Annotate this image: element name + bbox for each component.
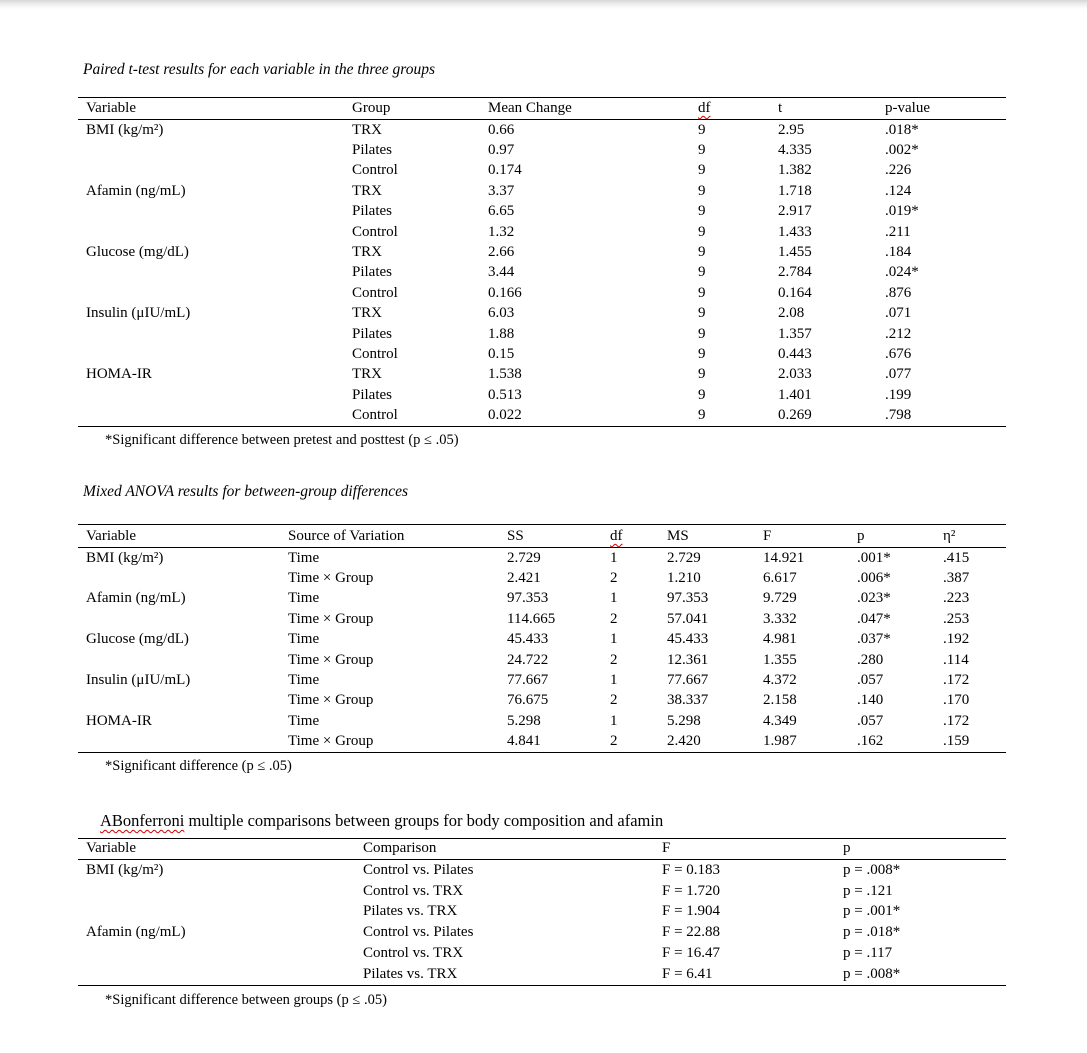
cell-df: 9 [698,142,706,159]
cell-eta-squared: .192 [943,631,970,648]
cell-p: p = .018* [843,924,901,941]
cell-t: 2.08 [778,305,805,322]
col-header-variable: Variable [86,100,136,116]
cell-f: 1.355 [763,651,797,668]
cell-p: .057 [857,672,884,689]
cell-ss: 2.729 [507,549,541,566]
anova-table-caption: Mixed ANOVA results for between-group differences [83,483,409,500]
cell-f: 6.617 [763,570,797,587]
cell-mean-change: 0.15 [488,345,515,362]
mixed-anova-table [78,524,1006,753]
table-row [78,691,1006,711]
cell-df: 9 [698,305,706,322]
cell-group: Control [352,407,398,424]
cell-p-value: .019* [885,203,919,220]
table-row [78,263,1006,283]
bonferroni-table-caption [100,811,663,831]
cell-mean-change: 1.538 [488,366,522,383]
cell-mean-change: 2.66 [488,244,515,261]
cell-df: 9 [698,366,706,383]
col-header-mean-change: Mean Change [488,100,572,116]
cell-ss: 77.667 [507,672,549,689]
cell-df: 9 [698,162,706,179]
cell-t: 1.433 [778,223,812,240]
cell-group: TRX [352,121,382,138]
cell-p-value: .024* [885,264,919,281]
cell-t: 4.335 [778,142,812,159]
cell-mean-change: 6.03 [488,305,515,322]
cell-df: 1 [610,712,618,729]
cell-f: F = 1.720 [662,882,721,899]
col-header-p: p [843,840,851,856]
table-row [78,405,1006,425]
cell-p: p = .117 [843,945,893,962]
cell-eta-squared: .159 [943,733,970,750]
cell-variable: BMI (kg/m²) [86,121,164,138]
cell-source: Time [288,590,320,607]
cell-p: .140 [857,692,884,709]
cell-eta-squared: .172 [943,672,970,689]
cell-comparison: Pilates vs. TRX [363,903,458,920]
cell-group: Pilates [352,142,392,159]
cell-df: 9 [698,203,706,220]
cell-df: 9 [698,345,706,362]
cell-p: .057 [857,712,884,729]
cell-t: 0.443 [778,345,812,362]
cell-f: 4.372 [763,672,797,689]
paired-table-footnote: *Significant difference between pretest and posttest (p ≤ .05) [105,432,459,448]
anova-table-header-row [78,525,1006,548]
table-row [78,385,1006,405]
table-row [78,630,1006,650]
table-row [78,344,1006,364]
cell-p-value: .071 [885,305,912,322]
cell-ss: 97.353 [507,590,549,607]
table-row [78,732,1006,752]
cell-ms: 38.337 [667,692,709,709]
cell-p-value: .018* [885,121,919,138]
col-header-comparison: Comparison [363,840,437,856]
paired-table-caption: Paired t-test results for each variable in the three groups [83,61,435,78]
cell-eta-squared: .415 [943,549,970,566]
cell-source: Time [288,712,320,729]
cell-variable: HOMA-IR [86,366,152,383]
cell-p: p = .001* [843,903,901,920]
cell-p-value: .002* [885,142,919,159]
cell-t: 2.784 [778,264,812,281]
cell-p-value: .876 [885,284,912,301]
cell-ss: 76.675 [507,692,549,709]
cell-p: .047* [857,610,891,627]
table-row [78,902,1006,923]
cell-p: .006* [857,570,891,587]
cell-df: 2 [610,692,618,709]
cell-f: 4.349 [763,712,797,729]
cell-f: 3.332 [763,610,797,627]
cell-t: 2.917 [778,203,812,220]
cell-df: 9 [698,121,706,138]
cell-mean-change: 0.022 [488,407,522,424]
cell-t: 1.357 [778,325,812,342]
cell-df: 1 [610,549,618,566]
paired-table-body [78,120,1006,426]
cell-eta-squared: .223 [943,590,970,607]
cell-source: Time × Group [288,733,374,750]
cell-variable: Glucose (mg/dL) [86,631,189,648]
cell-eta-squared: .114 [943,651,969,668]
col-header-t: t [778,100,783,116]
cell-p-value: .226 [885,162,912,179]
cell-group: Control [352,345,398,362]
cell-p-value: .124 [885,182,912,199]
cell-t: 2.033 [778,366,812,383]
spellcheck-underline: df [610,528,623,544]
cell-t: 1.401 [778,386,812,403]
spellcheck-underline: df [698,100,711,116]
col-header-p-value: p-value [885,100,930,116]
cell-source: Time [288,672,320,689]
cell-group: Control [352,162,398,179]
spellcheck-underline: ABonferroni [100,811,185,830]
anova-table-body [78,548,1006,752]
cell-f: F = 6.41 [662,965,713,982]
cell-df: 9 [698,325,706,342]
cell-df: 1 [610,672,618,689]
cell-group: Pilates [352,386,392,403]
table-row [78,964,1006,985]
cell-p-value: .184 [885,244,912,261]
cell-mean-change: 6.65 [488,203,515,220]
cell-source: Time × Group [288,570,374,587]
table-row [78,242,1006,262]
cell-source: Time [288,631,320,648]
cell-df: 2 [610,651,618,668]
cell-eta-squared: .172 [943,712,970,729]
col-header-group: Group [352,100,391,116]
table-row [78,589,1006,609]
cell-f: 4.981 [763,631,797,648]
table-row [78,609,1006,629]
cell-p-value: .676 [885,345,912,362]
cell-p-value: .199 [885,386,912,403]
cell-t: 0.164 [778,284,812,301]
cell-eta-squared: .170 [943,692,970,709]
cell-df: 9 [698,407,706,424]
table-row [78,568,1006,588]
cell-variable: BMI (kg/m²) [86,861,164,878]
table-row [78,711,1006,731]
cell-f: F = 1.904 [662,903,721,920]
cell-group: TRX [352,182,382,199]
cell-t: 1.718 [778,182,812,199]
cell-df: 2 [610,570,618,587]
cell-df: 9 [698,264,706,281]
table-row [78,283,1006,303]
cell-source: Time × Group [288,692,374,709]
bonferroni-table-footnote: *Significant difference between groups (p ≤ .05) [105,992,387,1008]
cell-variable: Glucose (mg/dL) [86,244,189,261]
table-row [78,943,1006,964]
cell-ss: 4.841 [507,733,541,750]
cell-comparison: Control vs. TRX [363,945,464,962]
cell-variable: Afamin (ng/mL) [86,182,186,199]
cell-group: TRX [352,244,382,261]
cell-df: 1 [610,590,618,607]
cell-ms: 1.210 [667,570,701,587]
table-row [78,222,1006,242]
cell-p: .001* [857,549,891,566]
cell-group: Pilates [352,203,392,220]
cell-ss: 45.433 [507,631,549,648]
table-row [78,202,1006,222]
cell-variable: Insulin (μIU/mL) [86,305,191,322]
cell-ss: 114.665 [507,610,556,627]
cell-p: .162 [857,733,884,750]
cell-f: F = 22.88 [662,924,721,941]
anova-table-footnote: *Significant difference (p ≤ .05) [105,758,292,774]
col-header-f: F [662,840,671,856]
cell-f: 2.158 [763,692,797,709]
caption-text: multiple comparisons between groups for body composition and afamin [184,811,664,830]
cell-group: Control [352,223,398,240]
cell-variable: Insulin (μIU/mL) [86,672,191,689]
table-row [78,120,1006,140]
cell-mean-change: 0.174 [488,162,522,179]
cell-ms: 57.041 [667,610,709,627]
cell-comparison: Pilates vs. TRX [363,965,458,982]
col-header-p: p [857,528,865,544]
cell-mean-change: 0.66 [488,121,515,138]
table-row [78,365,1006,385]
cell-f: 14.921 [763,549,805,566]
cell-eta-squared: .253 [943,610,970,627]
cell-f: F = 16.47 [662,945,721,962]
cell-ms: 12.361 [667,651,709,668]
cell-ms: 2.729 [667,549,701,566]
cell-ss: 5.298 [507,712,541,729]
cell-df: 2 [610,610,618,627]
page-top-edge [0,0,1087,9]
cell-mean-change: 3.37 [488,182,515,199]
table-row [78,650,1006,670]
cell-ms: 97.353 [667,590,709,607]
cell-source: Time × Group [288,651,374,668]
cell-p-value: .211 [885,223,911,240]
col-header-variable: Variable [86,840,136,856]
cell-comparison: Control vs. TRX [363,882,464,899]
col-header-source-of-variation: Source of Variation [288,528,405,544]
cell-p-value: .077 [885,366,912,383]
cell-p: p = .008* [843,861,901,878]
cell-comparison: Control vs. Pilates [363,924,474,941]
cell-p: .280 [857,651,884,668]
bonferroni-table-body [78,860,1006,985]
cell-variable: BMI (kg/m²) [86,549,164,566]
col-header-ss: SS [507,528,524,544]
cell-group: Pilates [352,325,392,342]
cell-ms: 45.433 [667,631,709,648]
col-header-f: F [763,528,772,544]
paired-table-header-row [78,98,1006,120]
paired-ttest-table [78,97,1006,427]
cell-df: 9 [698,244,706,261]
cell-source: Time [288,549,320,566]
table-row [78,140,1006,160]
col-header-df [610,528,667,545]
cell-eta-squared: .387 [943,570,970,587]
cell-p: .037* [857,631,891,648]
cell-df: 1 [610,631,618,648]
cell-ms: 5.298 [667,712,701,729]
table-row [78,181,1006,201]
cell-df: 9 [698,223,706,240]
cell-f: F = 0.183 [662,861,721,878]
table-row [78,881,1006,902]
table-row [78,548,1006,568]
table-row [78,670,1006,690]
cell-t: 1.455 [778,244,812,261]
cell-mean-change: 0.166 [488,284,522,301]
cell-df: 2 [610,733,618,750]
col-header-eta-squared: η² [943,528,956,544]
cell-group: Pilates [352,264,392,281]
table-row [78,922,1006,943]
cell-source: Time × Group [288,610,374,627]
cell-ms: 77.667 [667,672,709,689]
table-row [78,304,1006,324]
cell-f: 1.987 [763,733,797,750]
cell-t: 2.95 [778,121,805,138]
cell-df: 9 [698,284,706,301]
cell-p: p = .121 [843,882,893,899]
cell-ss: 24.722 [507,651,549,668]
bonferroni-table [78,838,1006,986]
cell-ms: 2.420 [667,733,701,750]
cell-p-value: .798 [885,407,912,424]
cell-group: TRX [352,305,382,322]
cell-f: 9.729 [763,590,797,607]
cell-group: Control [352,284,398,301]
cell-group: TRX [352,366,382,383]
cell-mean-change: 0.513 [488,386,522,403]
cell-mean-change: 1.88 [488,325,515,342]
cell-mean-change: 3.44 [488,264,515,281]
cell-comparison: Control vs. Pilates [363,861,474,878]
cell-variable: HOMA-IR [86,712,152,729]
table-row [78,324,1006,344]
col-header-ms: MS [667,528,689,544]
cell-df: 9 [698,182,706,199]
table-row [78,161,1006,181]
cell-t: 1.382 [778,162,812,179]
cell-t: 0.269 [778,407,812,424]
cell-mean-change: 0.97 [488,142,515,159]
bonferroni-table-header-row [78,839,1006,860]
cell-p: p = .008* [843,965,901,982]
col-header-df [698,100,778,117]
table-row [78,860,1006,881]
cell-mean-change: 1.32 [488,223,515,240]
cell-ss: 2.421 [507,570,541,587]
col-header-variable: Variable [86,528,136,544]
cell-variable: Afamin (ng/mL) [86,590,186,607]
cell-p-value: .212 [885,325,912,342]
cell-variable: Afamin (ng/mL) [86,924,186,941]
cell-p: .023* [857,590,891,607]
cell-df: 9 [698,386,706,403]
